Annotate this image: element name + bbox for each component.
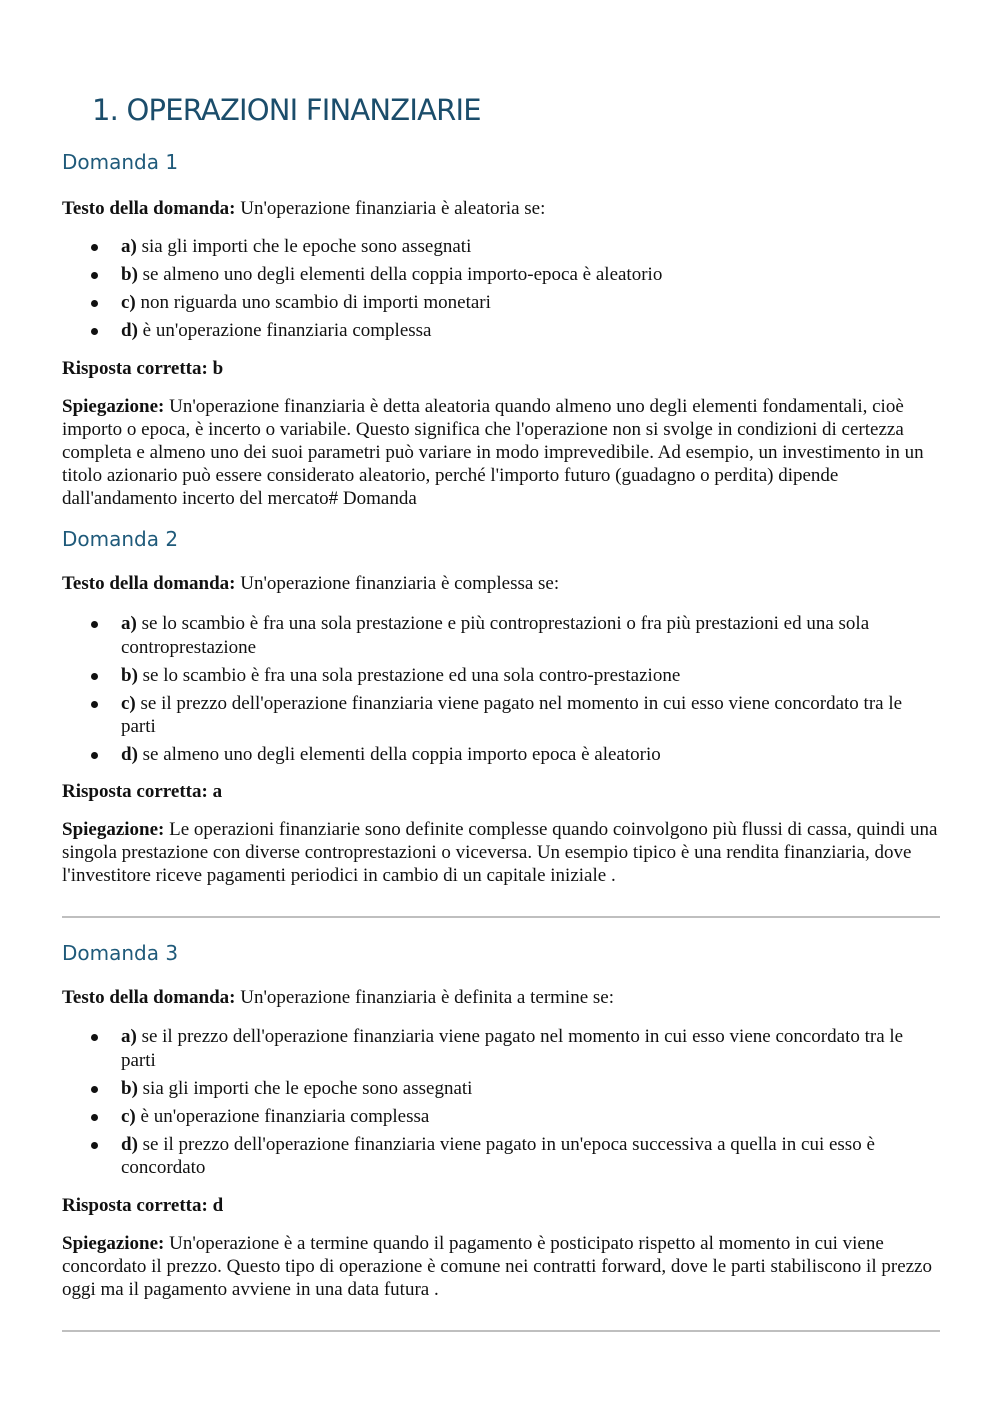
- option-text: se il prezzo dell'operazione finanziaria viene pagato in un'epoca successiva a quella in cui esso è concordato: [121, 1133, 875, 1178]
- option-text: se il prezzo dell'operazione finanziaria viene pagato nel momento in cui esso viene concordato tra le parti: [121, 1026, 904, 1071]
- bullet-icon: [91, 1114, 98, 1121]
- option-letter: c): [121, 292, 136, 313]
- question-2-heading: Domanda 2: [62, 527, 179, 551]
- answer-value: a: [212, 781, 223, 802]
- question-3-options: [62, 1025, 940, 1184]
- bullet-icon: [91, 272, 98, 279]
- answer-label: Risposta corretta:: [62, 781, 208, 802]
- option-d: [62, 743, 940, 767]
- bullet-icon: [91, 1034, 98, 1041]
- explanation-label: Spiegazione:: [62, 819, 165, 840]
- explanation-label: Spiegazione:: [62, 1233, 165, 1254]
- question-2-prompt: Un'operazione finanziaria è complessa se:: [240, 573, 560, 594]
- explanation-label: Spiegazione:: [62, 396, 165, 417]
- option-letter: d): [121, 1133, 138, 1155]
- bullet-icon: [91, 621, 98, 628]
- bullet-icon: [91, 1086, 98, 1093]
- explanation-text: Le operazioni finanziarie sono definite complesse quando coinvolgono più flussi di cassa, quindi una singola prestazione con diverse controprestazioni o viceversa. Un esempio tipico è una rendita finanziaria, dove l'investitore riceve pagamenti periodici in cambio di un capitale iniziale .: [62, 819, 938, 886]
- question-1-heading: Domanda 1: [62, 150, 179, 174]
- option-text: se almeno uno degli elementi della coppia importo-epoca è aleatorio: [142, 264, 663, 285]
- page-title: 1. OPERAZIONI FINANZIARIE: [92, 93, 481, 127]
- option-letter: c): [121, 692, 136, 714]
- option-a: [62, 1025, 940, 1072]
- question-3-prompt: Un'operazione finanziaria è definita a termine se:: [240, 987, 614, 1008]
- option-letter: b): [121, 264, 138, 285]
- option-a: [62, 235, 940, 259]
- option-text: è un'operazione finanziaria complessa: [140, 1105, 430, 1127]
- question-2-text: [62, 572, 940, 595]
- option-text: sia gli importi che le epoche sono assegnati: [142, 1077, 473, 1099]
- question-1-prompt: Un'operazione finanziaria è aleatoria se:: [240, 198, 546, 219]
- question-2-options: [62, 612, 940, 771]
- option-text: se almeno uno degli elementi della coppia importo epoca è aleatorio: [142, 744, 661, 765]
- bullet-icon: [91, 300, 98, 307]
- option-c: [62, 692, 940, 739]
- option-b: [62, 1077, 940, 1101]
- option-letter: d): [121, 320, 138, 341]
- bullet-icon: [91, 673, 98, 680]
- option-letter: c): [121, 1105, 136, 1127]
- option-text: se lo scambio è fra una sola prestazione e più controprestazioni o fra più prestazioni ed una sola controprestazione: [121, 613, 870, 658]
- option-c: [62, 1105, 940, 1129]
- option-b: [62, 263, 940, 287]
- question-3-explanation: [62, 1232, 940, 1301]
- question-1-text: [62, 197, 940, 220]
- option-d: [62, 319, 940, 343]
- section-divider: [62, 1330, 940, 1332]
- option-a: [62, 612, 940, 659]
- option-letter: b): [121, 664, 138, 686]
- explanation-text: Un'operazione è a termine quando il pagamento è posticipato rispetto al momento in cui viene concordato il prezzo. Questo tipo di operazione è comune nei contratti forward, dove le parti stabiliscono il prezzo oggi ma il pagamento avviene in una data futura .: [62, 1233, 932, 1300]
- bullet-icon: [91, 1142, 98, 1149]
- question-label: Testo della domanda:: [62, 987, 236, 1008]
- option-text: è un'operazione finanziaria complessa: [142, 320, 432, 341]
- question-2-explanation: [62, 818, 940, 887]
- option-letter: b): [121, 1077, 138, 1099]
- option-text: se il prezzo dell'operazione finanziaria viene pagato nel momento in cui esso viene concordato tra le parti: [121, 692, 903, 737]
- bullet-icon: [91, 701, 98, 708]
- option-text: non riguarda uno scambio di importi monetari: [140, 292, 491, 313]
- answer-value: b: [212, 358, 224, 379]
- question-1-options: [62, 235, 940, 347]
- option-letter: d): [121, 744, 138, 765]
- question-1-answer: [62, 357, 940, 380]
- answer-value: d: [212, 1195, 224, 1216]
- answer-label: Risposta corretta:: [62, 1195, 208, 1216]
- section-divider: [62, 916, 940, 918]
- question-label: Testo della domanda:: [62, 198, 236, 219]
- question-3-heading: Domanda 3: [62, 941, 179, 965]
- option-d: [62, 1133, 940, 1180]
- option-letter: a): [121, 613, 137, 634]
- bullet-icon: [91, 328, 98, 335]
- question-1-explanation: [62, 395, 940, 510]
- option-b: [62, 664, 940, 688]
- question-label: Testo della domanda:: [62, 573, 236, 594]
- question-2-answer: [62, 780, 940, 803]
- question-3-text: [62, 986, 940, 1009]
- bullet-icon: [91, 752, 98, 759]
- option-c: [62, 291, 940, 315]
- answer-label: Risposta corretta:: [62, 358, 208, 379]
- option-text: sia gli importi che le epoche sono assegnati: [141, 236, 472, 257]
- option-letter: a): [121, 1026, 137, 1047]
- question-3-answer: [62, 1194, 940, 1217]
- bullet-icon: [91, 244, 98, 251]
- option-letter: a): [121, 236, 137, 257]
- explanation-text: Un'operazione finanziaria è detta aleatoria quando almeno uno degli elementi fondamentali, cioè importo o epoca, è incerto o variabile. Questo significa che l'operazione non si svolge in condizioni di certezza completa e almeno uno dei suoi parametri può variare in modo imprevedibile. Ad esempio, un investimento in un titolo azionario può essere considerato aleatorio, perché l'importo futuro (guadagno o perdita) dipende dall'andamento incerto del mercato# Domanda: [62, 396, 924, 509]
- option-text: se lo scambio è fra una sola prestazione ed una sola contro-prestazione: [142, 664, 681, 686]
